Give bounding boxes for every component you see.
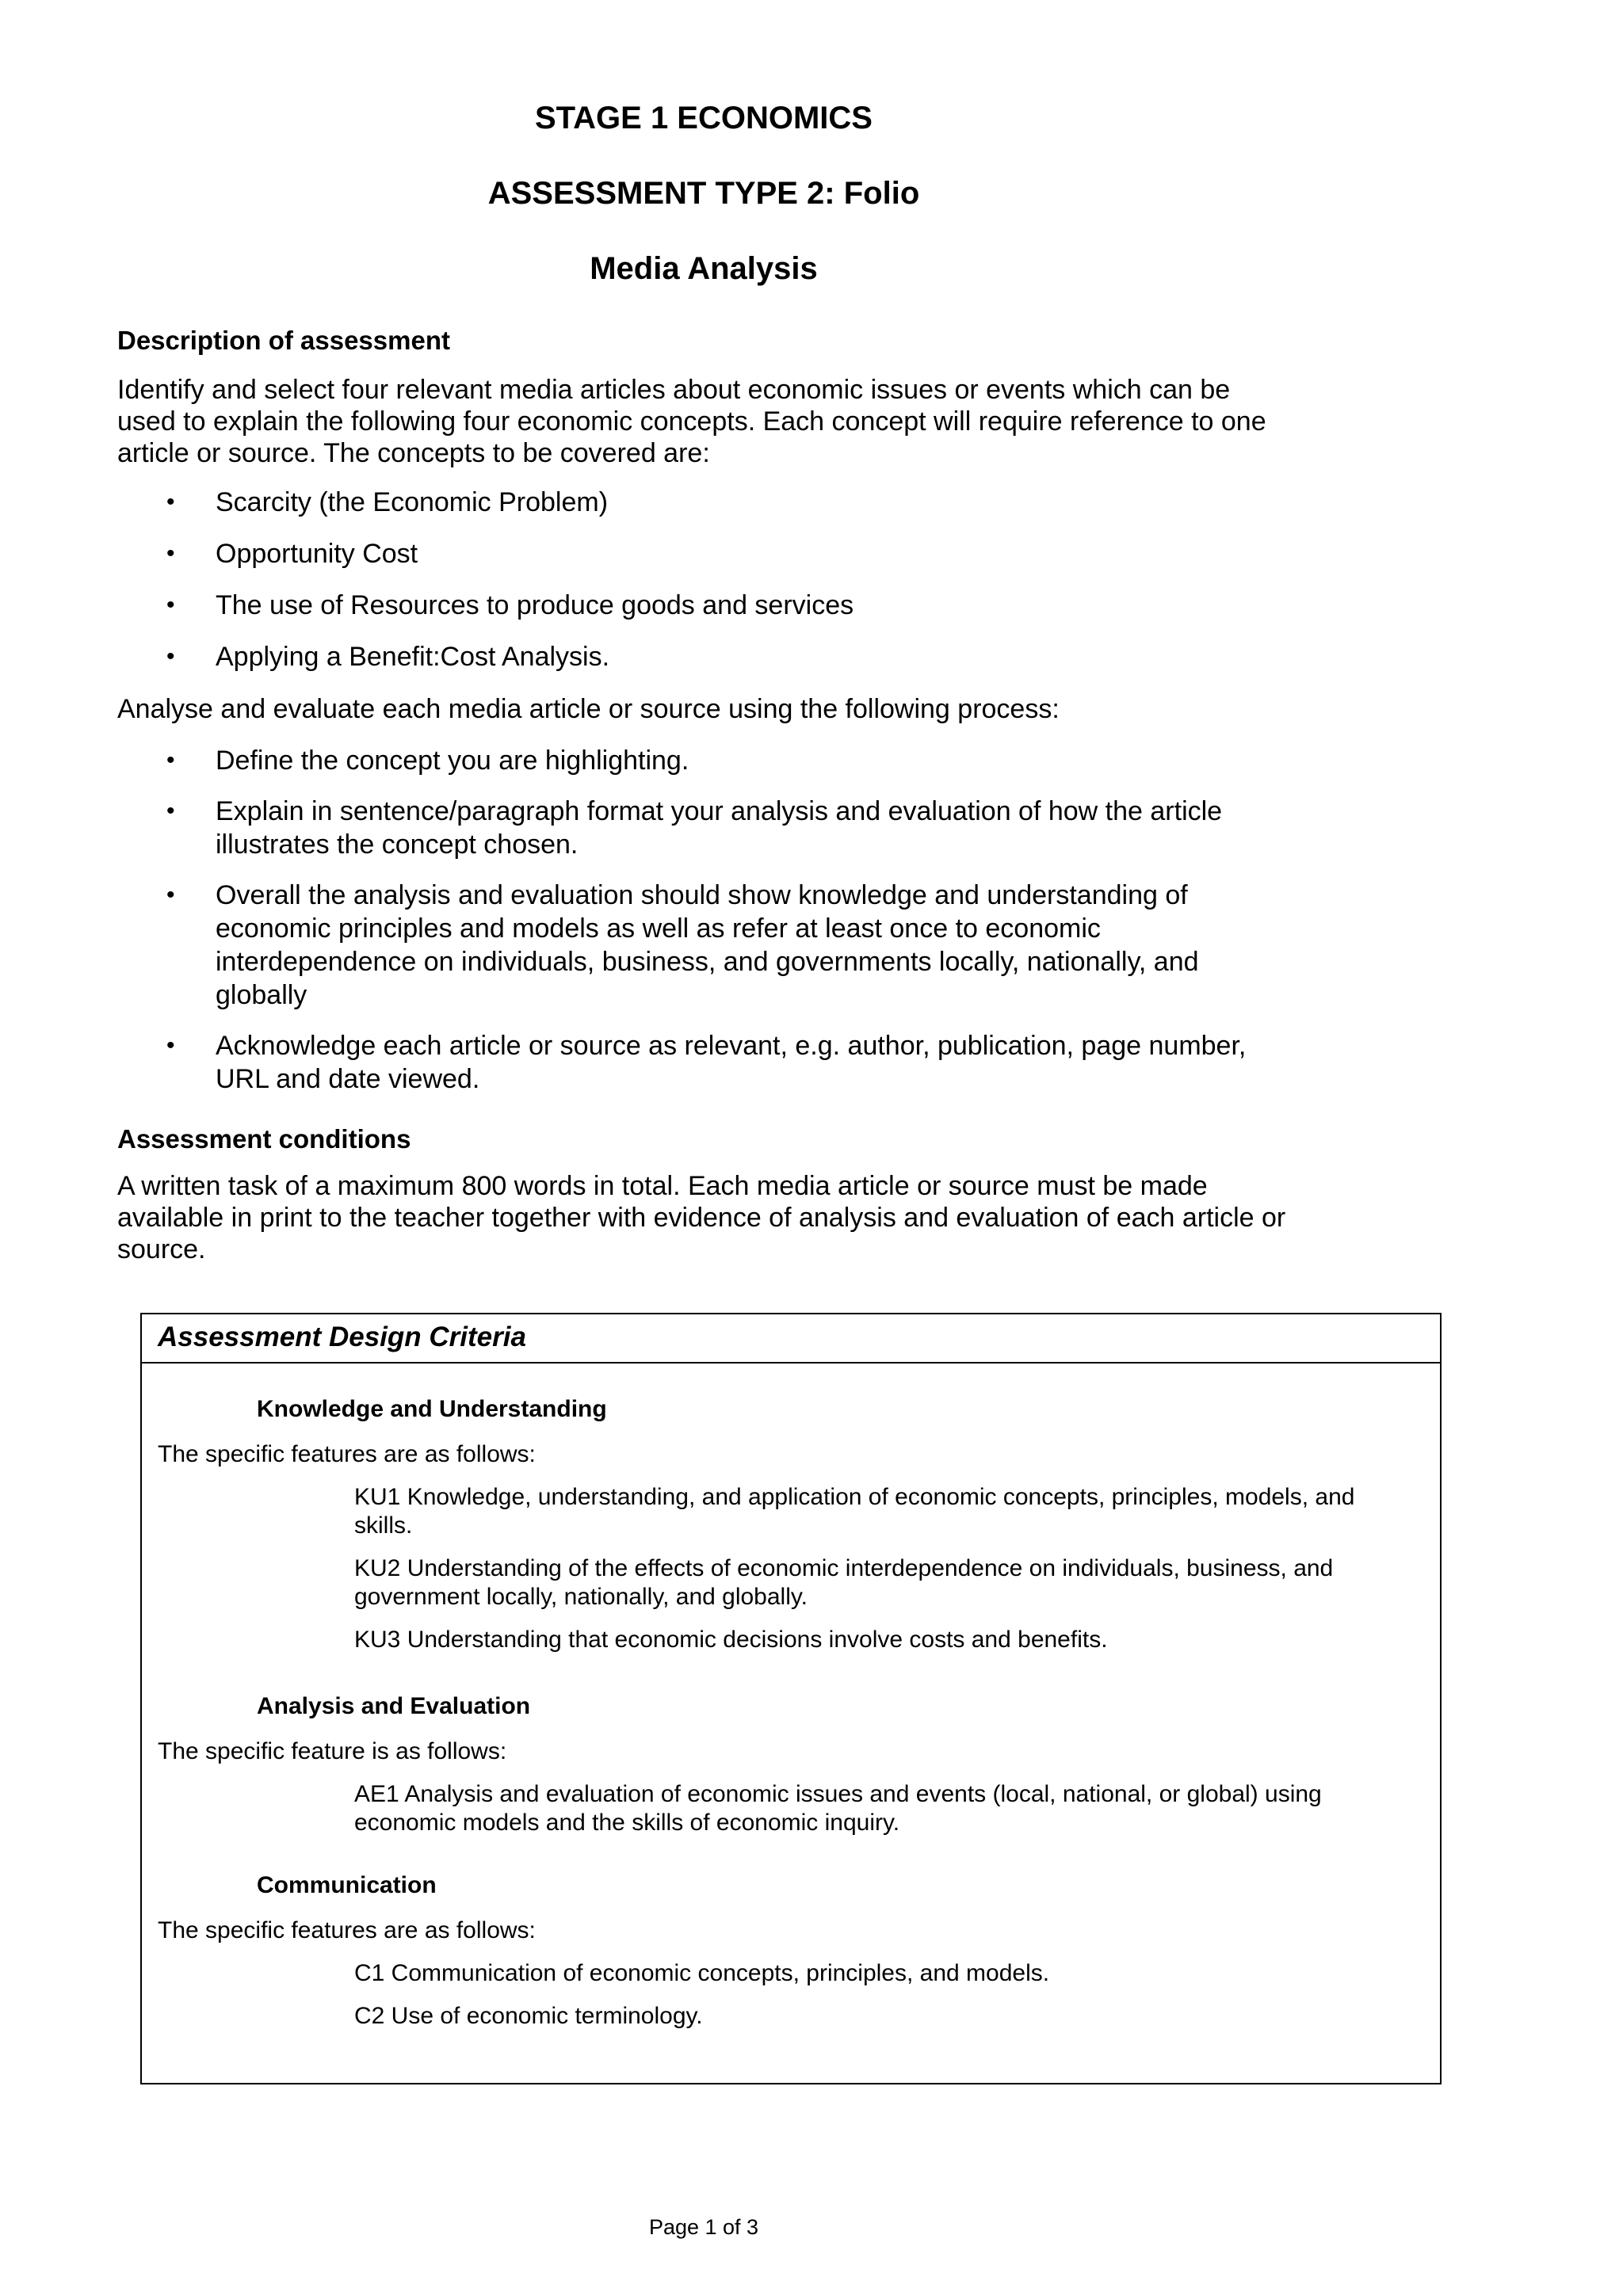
criteria-item: KU3 Understanding that economic decisions involve costs and benefits. [354,1627,1108,1653]
process-steps-list [117,744,1274,1113]
conditions-text: A written task of a maximum 800 words in total. Each media article or source must be made available in print to the teacher together with evidence of analysis and evaluation of each article or source. [117,1171,1286,1264]
criteria-item: AE1 Analysis and evaluation of economic issues and events (local, national, or global) using economic models and the skills of economic inquiry. [354,1781,1322,1836]
bullet-icon: • [166,1032,175,1058]
criteria-group-heading: Knowledge and Understanding [257,1396,607,1422]
process-intro: Analyse and evaluate each media article or source using the following process: [117,694,1060,724]
document-subtitle: Media Analysis [590,251,818,286]
bullet-icon: • [166,747,175,773]
bullet-icon: • [166,489,175,515]
list-item: • The use of Resources to produce goods and services [166,590,854,620]
description-intro: Identify and select four relevant media articles about economic issues or events which can be used to explain the following four economic concepts. Each concept will require reference to one article or source. The concepts to be covered are: [117,375,1266,468]
criteria-item: C1 Communication of economic concepts, principles, and models. [354,1960,1050,1986]
bullet-icon: • [166,643,175,669]
list-item: • Applying a Benefit:Cost Analysis. [166,642,610,672]
list-item: • Acknowledge each article or source as relevant, e.g. author, publication, page number, URL and date viewed. [166,1031,1247,1094]
assessment-type-heading: ASSESSMENT TYPE 2: Folio [487,176,920,211]
criteria-group-heading: Communication [257,1872,437,1898]
criteria-group-intro: The specific features are as follows: [158,1917,536,1943]
criteria-title: Assessment Design Criteria [158,1322,526,1352]
list-item: • Explain in sentence/paragraph format your analysis and evaluation of how the article illustrates the concept chosen. [166,796,1223,860]
document-title: STAGE 1 ECONOMICS [535,101,873,135]
assessment-criteria-table [140,1313,1442,2084]
criteria-item: KU1 Knowledge, understanding, and application of economic concepts, principles, models, and skills. [354,1484,1355,1539]
bullet-icon: • [166,540,175,566]
list-item: • Overall the analysis and evaluation should show knowledge and understanding of economic principles and models as well as refer at least once to economic interdependence on individuals, business, and governments locally, nationally, and globally [166,880,1199,1010]
list-item: • Define the concept you are highlighting. [166,746,689,776]
criteria-group-communication [142,1871,1440,2031]
criteria-group-intro: The specific feature is as follows: [158,1738,507,1764]
criteria-table-header [142,1314,1440,1363]
criteria-group-knowledge [142,1394,1440,1654]
bullet-icon: • [166,798,175,824]
bullet-icon: • [166,592,175,618]
criteria-group-analysis [142,1691,1440,1837]
conditions-heading: Assessment conditions [117,1124,411,1154]
list-item: • Scarcity (the Economic Problem) [166,487,609,517]
page-number: Page 1 of 3 [648,2215,759,2239]
criteria-item: C2 Use of economic terminology. [354,2003,703,2029]
list-item: • Opportunity Cost [166,539,418,569]
criteria-group-heading: Analysis and Evaluation [257,1693,531,1719]
description-heading: Description of assessment [117,326,450,355]
bullet-icon: • [166,882,175,908]
criteria-item: KU2 Understanding of the effects of economic interdependence on individuals, business, and government locally, nationally, and globally. [354,1555,1334,1610]
criteria-group-intro: The specific features are as follows: [158,1441,536,1467]
concepts-list [117,486,1274,692]
